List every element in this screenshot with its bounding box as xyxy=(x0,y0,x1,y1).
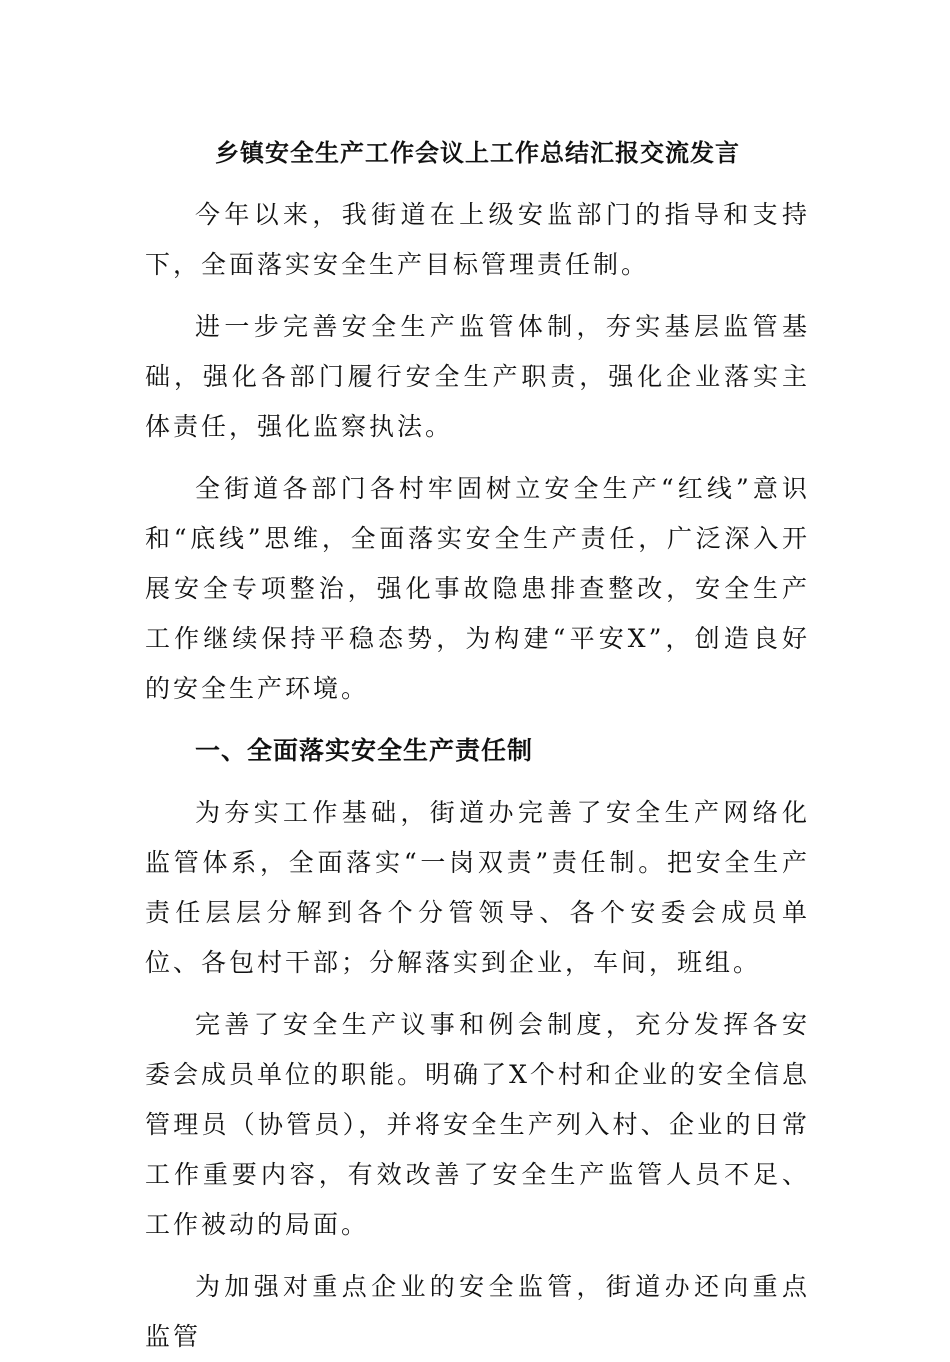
section1-paragraph-2: 完善了安全生产议事和例会制度，充分发挥各安委会成员单位的职能。明确了X个村和企业的安全信息管理员（协管员），并将安全生产列入村、企业的日常工作重要内容，有效改善了安全生产监管人员不足、工作被动的局面。 xyxy=(145,1010,810,1239)
section1-paragraph-3: 为加强对重点企业的安全监管，街道办还向重点监管 xyxy=(145,1272,810,1351)
paragraph-intro-3: 全街道各部门各村牢固树立安全生产“红线”意识和“底线”思维，全面落实安全生产责任，广泛深入开展安全专项整治，强化事故隐患排查整改，安全生产工作继续保持平稳态势，为构建“平安X”，创造良好的安全生产环境。 xyxy=(145,474,810,703)
section-heading-1: 一、全面落实安全生产责任制 xyxy=(195,736,534,765)
section1-paragraph-1: 为夯实工作基础，街道办完善了安全生产网络化监管体系，全面落实“一岗双责”责任制。把安全生产责任层层分解到各个分管领导、各个安委会成员单位、各包村干部；分解落实到企业，车间，班组。 xyxy=(145,798,810,977)
paragraph-intro-2: 进一步完善安全生产监管体制，夯实基层监管基础，强化各部门履行安全生产职责，强化企业落实主体责任，强化监察执法。 xyxy=(145,312,810,441)
document-title: 乡镇安全生产工作会议上工作总结汇报交流发言 xyxy=(215,138,740,167)
paragraph-intro-1: 今年以来，我街道在上级安监部门的指导和支持下，全面落实安全生产目标管理责任制。 xyxy=(145,200,810,279)
